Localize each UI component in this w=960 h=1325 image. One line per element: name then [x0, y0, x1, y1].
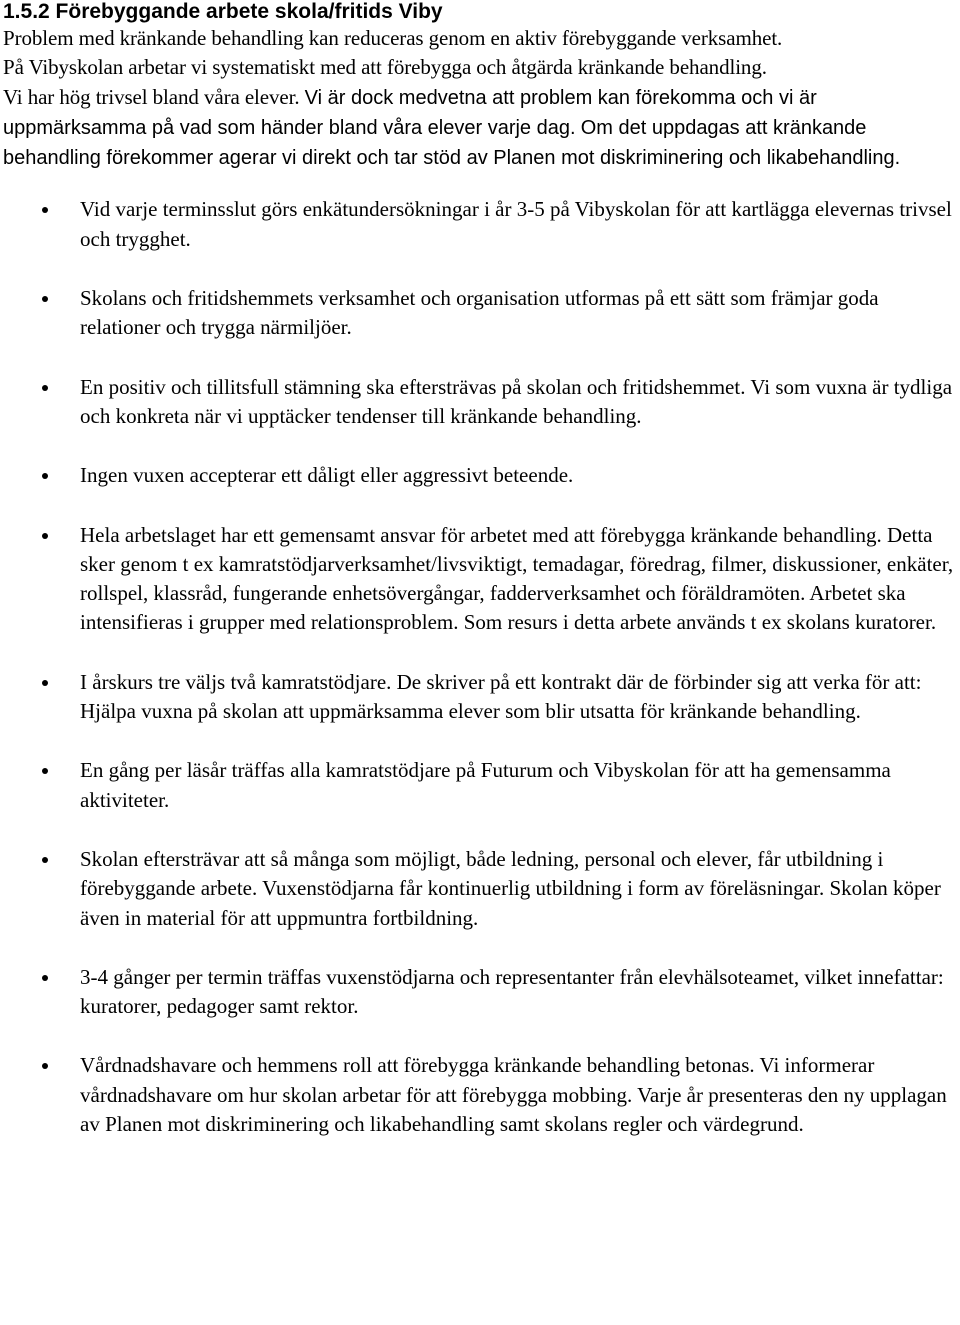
bullet-dot-icon	[42, 296, 48, 302]
intro-paragraph	[3, 24, 958, 173]
intro-sentence: Problem med kränkande behandling kan reduceras genom en aktiv förebyggande verksamhet.	[3, 26, 783, 50]
bullet-dot-icon	[42, 207, 48, 213]
section-heading: 1.5.2 Förebyggande arbete skola/fritids Viby	[3, 0, 443, 23]
list-item	[3, 521, 957, 638]
intro-sentence: Vi har hög trivsel bland våra elever.	[3, 84, 300, 109]
bullet-dot-icon	[42, 385, 48, 391]
list-item	[3, 668, 957, 727]
list-item	[3, 284, 957, 343]
list-item-text: En positiv och tillitsfull stämning ska eftersträvas på skolan och fritidshemmet. Vi som vuxna är tydliga och konkreta när vi upptäcker tendenser till kränkande behandling.	[80, 374, 953, 428]
bullet-dot-icon	[42, 768, 48, 774]
bullet-dot-icon	[42, 1063, 48, 1069]
list-item-text: Skolans och fritidshemmets verksamhet och organisation utformas på ett sätt som främjar goda relationer och trygga närmiljöer.	[80, 286, 879, 340]
bullet-list	[3, 195, 958, 1139]
bullet-dot-icon	[42, 680, 48, 686]
list-item-text: 3-4 gånger per termin träffas vuxenstödjarna och representanter från elevhälsoteamet, vilket innefattar: kuratorer, pedagoger samt rektor.	[80, 964, 944, 1019]
list-item	[3, 1051, 957, 1139]
list-item-text: Vårdnadshavare och hemmens roll att förebygga kränkande behandling betonas. Vi informerar vårdnadshavare om hur skolan arbetar för att förebygga mobbing. Varje år presenteras den ny upplagan av Planen mot diskriminering och likabehandling samt skolans regler och värdegrund.	[80, 1053, 947, 1137]
intro-sentence: Om det uppdagas att kränkande behandling förekommer agerar vi direkt och tar stöd av Planen mot diskriminering och likabehandling.	[3, 116, 901, 170]
list-item	[3, 963, 957, 1022]
list-item-text: Skolan eftersträvar att så många som möjligt, både ledning, personal och elever, får utbildning i förebyggande arbete. Vuxenstödjarna får kontinuerlig utbildning i form av föreläsningar. Skolan köper även in material för att uppmuntra fortbildning.	[80, 846, 941, 930]
list-item-text: En gång per läsår träffas alla kamratstödjare på Futurum och Vibyskolan för att ha gemensamma aktiviteter.	[80, 758, 891, 812]
bullet-dot-icon	[42, 473, 48, 479]
list-item-text: Vid varje terminsslut görs enkätundersökningar i år 3-5 på Vibyskolan för att kartlägga elevernas trivsel och trygghet.	[80, 197, 952, 251]
list-item-text: Hela arbetslaget har ett gemensamt ansvar för arbetet med att förebygga kränkande behandling. Detta sker genom t ex kamratstödjarverksamhet/livsviktigt, temadagar, föredrag, filmer, diskussioner, enkäter, rollspel, klassråd, fungerande enhetsövergångar, fadderverksamhet och föräldramöten. Arbetet ska intensifieras i grupper med relationsproblem. Som resurs i detta arbete används t ex skolans kuratorer.	[80, 522, 954, 635]
list-item	[3, 195, 957, 254]
list-item	[3, 373, 957, 432]
list-item	[3, 756, 957, 815]
list-item-text: I årskurs tre väljs två kamratstödjare. De skriver på ett kontrakt där de förbinder sig att verka för att: Hjälpa vuxna på skolan att uppmärksamma elever som blir utsatta för kränkande behandling.	[80, 669, 922, 724]
intro-sentence: Vi är dock medvetna att problem kan förekomma och vi är uppmärksamma på vad som händer bland våra elever varje dag.	[3, 86, 817, 139]
bullet-dot-icon	[42, 533, 48, 539]
list-item-text: Ingen vuxen accepterar ett dåligt eller aggressivt beteende.	[80, 463, 574, 488]
intro-sentence: På Vibyskolan arbetar vi systematiskt med att förebygga och åtgärda kränkande behandling.	[3, 55, 767, 80]
document-page	[3, 0, 958, 1139]
bullet-dot-icon	[42, 857, 48, 863]
list-item	[3, 461, 957, 490]
list-item	[3, 845, 957, 933]
bullet-dot-icon	[42, 975, 48, 981]
